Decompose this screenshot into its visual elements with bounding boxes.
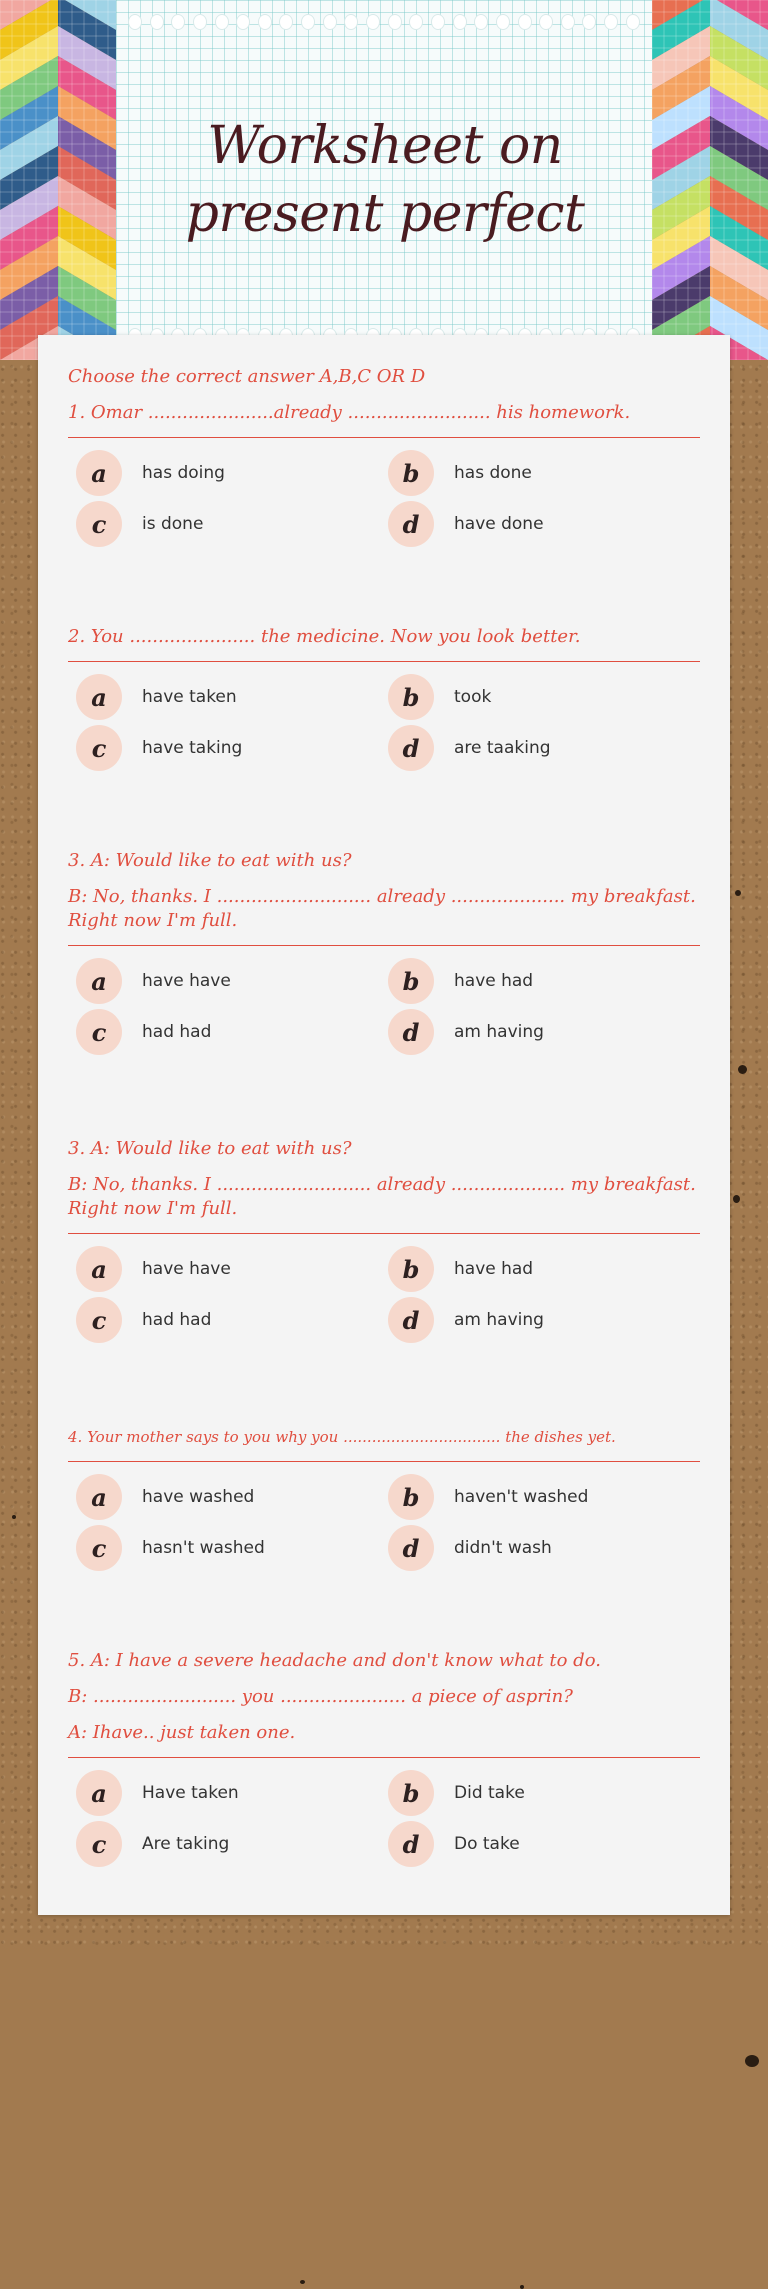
- option-letter-badge: a: [76, 958, 122, 1004]
- punch-hole: [171, 14, 185, 30]
- option-letter-badge: a: [76, 1770, 122, 1816]
- option-c[interactable]: [76, 1821, 229, 1867]
- option-text: have taken: [142, 687, 237, 707]
- option-letter-badge: b: [388, 1474, 434, 1520]
- background-speck: [735, 890, 741, 896]
- options-group: [68, 1474, 700, 1584]
- option-letter-badge: c: [76, 1009, 122, 1055]
- option-text: didn't wash: [454, 1538, 552, 1558]
- option-b[interactable]: [388, 1246, 533, 1292]
- option-d[interactable]: [388, 1297, 544, 1343]
- punch-hole: [539, 14, 553, 30]
- option-a[interactable]: [76, 1246, 231, 1292]
- background-speck: [520, 2285, 524, 2289]
- option-text: Are taking: [142, 1834, 230, 1854]
- option-text: have taking: [142, 738, 243, 758]
- background-speck: [300, 2280, 305, 2284]
- option-letter-badge: c: [76, 725, 122, 771]
- option-d[interactable]: [388, 725, 551, 771]
- options-group: [68, 1770, 700, 1880]
- punch-hole: [128, 14, 142, 30]
- punch-hole: [366, 14, 380, 30]
- punch-hole: [582, 14, 596, 30]
- punch-holes-top: [128, 14, 640, 30]
- background-speck: [733, 1195, 740, 1203]
- question-line: 2. You ...................... the medicine. Now you look better.: [68, 626, 581, 647]
- question-line: B: No, thanks. I ........................... already .................... my breakfast. Right now I'm full.: [68, 886, 696, 931]
- worksheet-sheet: [38, 335, 730, 1915]
- option-c[interactable]: [76, 1525, 265, 1571]
- option-letter-badge: d: [388, 1525, 434, 1571]
- header-banner: [0, 0, 768, 360]
- option-a[interactable]: [76, 1770, 239, 1816]
- question-line: 1. Omar ......................already ......................... his homework.: [68, 402, 631, 423]
- options-group: [68, 450, 700, 560]
- punch-hole: [496, 14, 510, 30]
- punch-hole: [453, 14, 467, 30]
- option-a[interactable]: [76, 450, 225, 496]
- option-c[interactable]: [76, 501, 203, 547]
- question-line: B: No, thanks. I ........................... already .................... my breakfast. Right now I'm full.: [68, 1174, 696, 1219]
- punch-hole: [409, 14, 423, 30]
- punch-hole: [193, 14, 207, 30]
- option-text: had had: [142, 1310, 212, 1330]
- question-line: B: ......................... you ...................... a piece of asprin?: [68, 1686, 573, 1707]
- question-1: [68, 401, 700, 560]
- option-text: hasn't washed: [142, 1538, 265, 1558]
- options-group: [68, 958, 700, 1068]
- option-b[interactable]: [388, 1474, 588, 1520]
- option-text: Did take: [454, 1783, 525, 1803]
- question-line: 3. A: Would like to eat with us?: [68, 850, 352, 871]
- option-letter-badge: b: [388, 674, 434, 720]
- option-d[interactable]: [388, 501, 544, 547]
- instructions-block: [68, 365, 700, 401]
- question-3-repeat: [68, 1137, 700, 1356]
- chevron-pattern-left: [0, 0, 116, 360]
- chevron-pattern-right: [652, 0, 768, 360]
- background-speck: [745, 2055, 759, 2067]
- option-b[interactable]: [388, 1770, 525, 1816]
- question-line: A: Ihave.. just taken one.: [68, 1722, 296, 1743]
- question-divider: [68, 1757, 700, 1758]
- option-text: has done: [454, 463, 532, 483]
- punch-hole: [279, 14, 293, 30]
- option-letter-badge: c: [76, 1297, 122, 1343]
- option-a[interactable]: [76, 1474, 254, 1520]
- punch-hole: [604, 14, 618, 30]
- punch-hole: [215, 14, 229, 30]
- option-text: have done: [454, 514, 544, 534]
- option-text: had had: [142, 1022, 212, 1042]
- option-text: have washed: [142, 1487, 255, 1507]
- option-a[interactable]: [76, 958, 231, 1004]
- option-letter-badge: d: [388, 1009, 434, 1055]
- option-letter-badge: d: [388, 1297, 434, 1343]
- punch-hole: [323, 14, 337, 30]
- punch-hole: [626, 14, 640, 30]
- option-letter-badge: d: [388, 725, 434, 771]
- option-d[interactable]: [388, 1525, 552, 1571]
- option-c[interactable]: [76, 725, 242, 771]
- option-text: have had: [454, 971, 534, 991]
- option-letter-badge: c: [76, 1525, 122, 1571]
- question-divider: [68, 661, 700, 662]
- question-3: [68, 849, 700, 1068]
- punch-hole: [431, 14, 445, 30]
- option-text: is done: [142, 514, 204, 534]
- options-group: [68, 674, 700, 784]
- option-letter-badge: a: [76, 1246, 122, 1292]
- option-text: have have: [142, 971, 231, 991]
- options-group: [68, 1246, 700, 1356]
- option-letter-badge: d: [388, 501, 434, 547]
- question-2: [68, 625, 700, 784]
- option-letter-badge: c: [76, 501, 122, 547]
- instructions-text: Choose the correct answer A,B,C OR D: [68, 366, 426, 387]
- page-title: Worksheet on present perfect: [185, 116, 585, 244]
- option-a[interactable]: [76, 674, 237, 720]
- question-divider: [68, 437, 700, 438]
- option-letter-badge: d: [388, 1821, 434, 1867]
- question-4: [68, 1425, 700, 1584]
- option-text: am having: [454, 1310, 544, 1330]
- option-letter-badge: b: [388, 450, 434, 496]
- question-line: 3. A: Would like to eat with us?: [68, 1138, 352, 1159]
- punch-hole: [474, 14, 488, 30]
- background-speck: [738, 1065, 747, 1074]
- option-text: are taaking: [454, 738, 551, 758]
- option-text: took: [454, 687, 492, 707]
- option-b[interactable]: [388, 958, 533, 1004]
- option-text: am having: [454, 1022, 544, 1042]
- punch-hole: [258, 14, 272, 30]
- option-b[interactable]: [388, 674, 491, 720]
- option-text: Have taken: [142, 1783, 239, 1803]
- option-letter-badge: a: [76, 1474, 122, 1520]
- option-text: haven't washed: [454, 1487, 589, 1507]
- option-letter-badge: b: [388, 1770, 434, 1816]
- background-speck: [12, 1515, 16, 1519]
- question-line: 4. Your mother says to you why you ................................. the dishes yet.: [68, 1428, 616, 1446]
- punch-hole: [518, 14, 532, 30]
- option-letter-badge: b: [388, 958, 434, 1004]
- punch-hole: [388, 14, 402, 30]
- question-5: [68, 1649, 700, 1880]
- punch-hole: [561, 14, 575, 30]
- option-text: have have: [142, 1259, 231, 1279]
- option-d[interactable]: [388, 1821, 520, 1867]
- option-b[interactable]: [388, 450, 532, 496]
- option-letter-badge: c: [76, 1821, 122, 1867]
- question-divider: [68, 1461, 700, 1462]
- punch-hole: [344, 14, 358, 30]
- option-text: has doing: [142, 463, 225, 483]
- punch-hole: [150, 14, 164, 30]
- option-letter-badge: a: [76, 450, 122, 496]
- punch-hole: [301, 14, 315, 30]
- option-c[interactable]: [76, 1297, 211, 1343]
- option-letter-badge: b: [388, 1246, 434, 1292]
- option-text: have had: [454, 1259, 534, 1279]
- question-divider: [68, 1233, 700, 1234]
- option-letter-badge: a: [76, 674, 122, 720]
- punch-hole: [236, 14, 250, 30]
- option-text: Do take: [454, 1834, 520, 1854]
- option-c[interactable]: [76, 1009, 211, 1055]
- question-line: 5. A: I have a severe headache and don't know what to do.: [68, 1650, 601, 1671]
- option-d[interactable]: [388, 1009, 544, 1055]
- question-divider: [68, 945, 700, 946]
